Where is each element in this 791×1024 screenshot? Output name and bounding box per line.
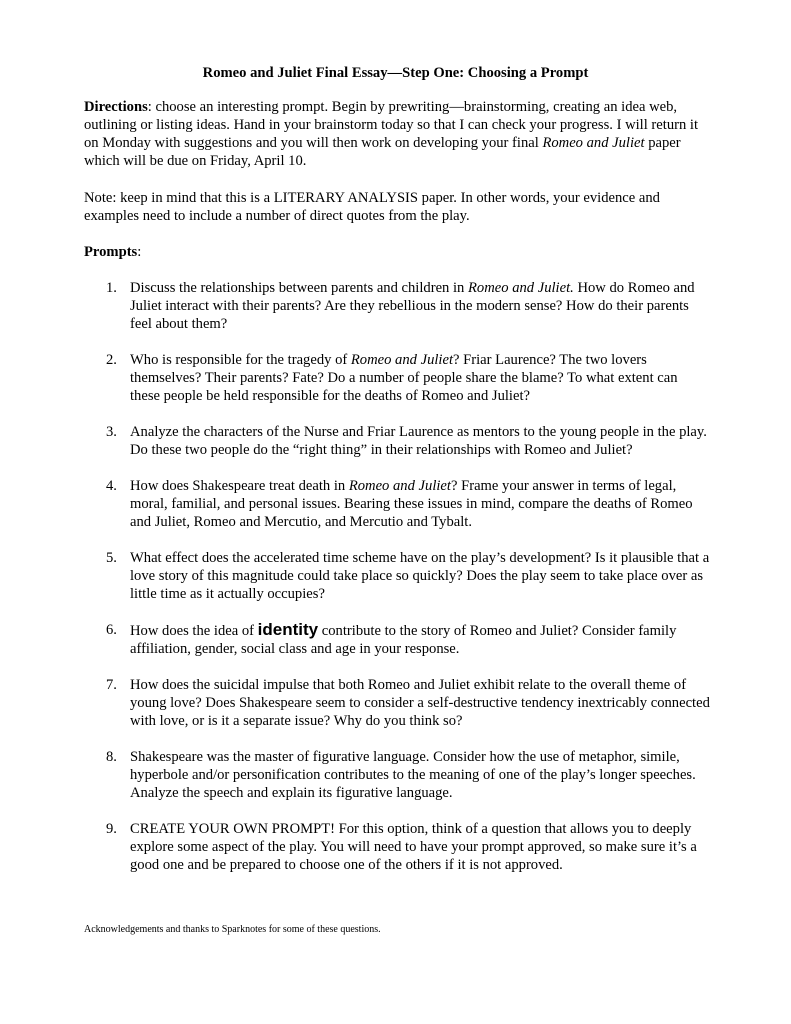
prompts-heading	[84, 243, 710, 261]
prompt-number: 7.	[106, 677, 117, 693]
note-paragraph: Note: keep in mind that this is a LITERARY ANALYSIS paper. In other words, your evidence and examples need to include a number of direct quotes from the play.	[84, 190, 660, 224]
prompt-number: 4.	[106, 478, 117, 494]
prompt-item	[84, 423, 710, 459]
prompt-item	[84, 477, 710, 531]
prompt-number: 2.	[106, 352, 117, 368]
prompt-item	[84, 549, 710, 603]
prompt-number: 6.	[106, 622, 117, 638]
prompt-item	[84, 351, 710, 405]
footer-acknowledgement: Acknowledgements and thanks to Sparknotes for some of these questions.	[84, 924, 381, 935]
prompt-item	[84, 748, 710, 802]
prompt-emphasis: identity	[257, 620, 319, 639]
prompt-text-rest: ? Frame your answer in terms of legal, moral, familial, and personal issues. Bearing these issues in mind, compare the deaths of Romeo and Juliet, Romeo and Mercutio, and Mercutio and Tybalt.	[130, 478, 693, 530]
prompt-italic: Romeo and Juliet	[348, 478, 451, 494]
prompt-text-rest: How do Romeo and Juliet interact with their parents? Are they rebellious in the modern sense? How do their parents feel about them?	[130, 280, 695, 332]
prompt-item	[84, 820, 710, 874]
directions-label: Directions	[84, 99, 148, 115]
prompt-text-rest: contribute to the story of Romeo and Juliet? Consider family affiliation, gender, social class and age in your response.	[130, 623, 677, 657]
prompt-number: 3.	[106, 424, 117, 440]
prompt-item	[84, 279, 710, 333]
prompt-text: CREATE YOUR OWN PROMPT! For this option, think of a question that allows you to deeply explore some aspect of the play. You will need to have your prompt approved, so make sure it’s a good one and be prepared to choose one of the others if it is not approved.	[130, 821, 697, 873]
prompt-text: Shakespeare was the master of figurative language. Consider how the use of metaphor, simile, hyperbole and/or personification contributes to the meaning of one of the play’s longer speeches. Analyze the speech and explain its figurative language.	[130, 749, 696, 801]
directions-title-italic: Romeo and Juliet	[542, 135, 645, 151]
prompt-number: 8.	[106, 749, 117, 765]
prompt-text: What effect does the accelerated time scheme have on the play’s development? Is it plausible that a love story of this magnitude could take place so quickly? Does the play seem to take place over as little time as it actually occupies?	[130, 550, 710, 602]
prompt-item	[84, 676, 710, 730]
page-title: Romeo and Juliet Final Essay—Step One: Choosing a Prompt	[202, 65, 589, 81]
prompt-text: How does Shakespeare treat death in	[130, 478, 349, 494]
prompt-list	[84, 279, 710, 892]
prompt-number: 9.	[106, 821, 117, 837]
prompt-text: How does the suicidal impulse that both Romeo and Juliet exhibit relate to the overall theme of young love? Does Shakespeare seem to consider a self-destructive tendency inextricably connected with love, or is it a separate issue? Why do you think so?	[130, 677, 710, 729]
prompts-heading-label: Prompts	[84, 244, 138, 260]
prompts-heading-colon: :	[137, 244, 142, 260]
prompt-text: How does the idea of	[130, 623, 258, 639]
prompt-italic: Romeo and Juliet	[350, 352, 454, 368]
prompt-text: Who is responsible for the tragedy of	[130, 352, 351, 368]
directions-paragraph	[84, 98, 710, 170]
prompt-number: 1.	[106, 280, 117, 296]
prompt-text: Analyze the characters of the Nurse and Friar Laurence as mentors to the young people in the play. Do these two people do the “right thing” in their relationships with Romeo and Juliet?	[130, 424, 707, 458]
directions-text-1: : choose an interesting prompt. Begin by prewriting—brainstorming, creating an idea web, outlining or listing ideas. Hand in your brainstorm today so that I can check your progress. I will return it on Monday with suggestions and you will then work on developing your final	[84, 99, 699, 151]
prompt-item	[84, 621, 710, 658]
prompt-text-rest: ? Friar Laurence? The two lovers themselves? Their parents? Fate? Do a number of people share the blame? To what extent can these people be held responsible for the deaths of Romeo and Juliet?	[130, 352, 678, 404]
prompt-text: Discuss the relationships between parents and children in	[130, 280, 469, 296]
prompt-italic: Romeo and Juliet.	[468, 280, 574, 296]
directions-text-2: paper which will be due on Friday, April 10.	[84, 135, 681, 169]
prompt-number: 5.	[106, 550, 117, 566]
